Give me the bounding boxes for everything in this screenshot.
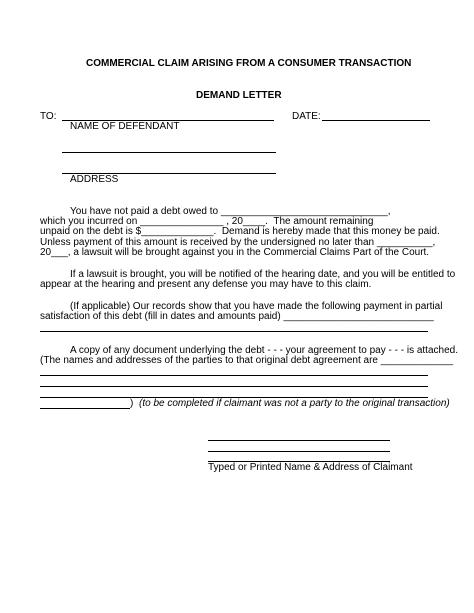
payment-field-line[interactable] <box>40 331 428 332</box>
paragraph-1-line-4: Unless payment of this amount is received by the undersigned no later than __________, <box>40 237 436 248</box>
paragraph-1-line-3: unpaid on the debt is $_____________. Demand is hereby made that this money be paid. <box>40 226 440 237</box>
parties-field-line-2[interactable] <box>40 386 428 387</box>
paragraph-1-line-5: 20___, a lawsuit will be brought against you in the Commercial Claims Part of the Court. <box>40 247 430 258</box>
signature-line-2[interactable] <box>208 451 390 452</box>
defendant-name-label: NAME OF DEFENDANT <box>70 121 180 132</box>
to-label: TO: <box>40 111 57 122</box>
paragraph-4-line-1: A copy of any document underlying the debt - - - your agreement to pay - - - is attached. <box>70 345 458 356</box>
paragraph-2-line-1: If a lawsuit is brought, you will be notified of the hearing date, and you will be entitled to <box>70 269 456 280</box>
signature-line-1[interactable] <box>208 440 390 441</box>
paragraph-2-line-2: appear at the hearing and present any defense you may have to this claim. <box>40 279 372 290</box>
parties-close-paren: ) <box>130 398 134 409</box>
date-field-line[interactable] <box>322 120 430 121</box>
paragraph-3-line-2: satisfaction of this debt (fill in dates and amounts paid) ___________________________ <box>40 311 434 322</box>
address-line-1[interactable] <box>62 152 276 153</box>
document-subtitle: DEMAND LETTER <box>196 90 282 101</box>
parties-note: (to be completed if claimant was not a party to the original transaction) <box>139 398 450 409</box>
signature-label: Typed or Printed Name & Address of Claimant <box>208 462 413 473</box>
address-label: ADDRESS <box>70 174 119 185</box>
paragraph-1-line-2: which you incurred on _______________ , 20____. The amount remaining <box>40 216 374 227</box>
parties-field-line-1[interactable] <box>40 375 428 376</box>
date-label: DATE: <box>292 111 321 122</box>
parties-field-line-4[interactable] <box>40 408 130 409</box>
document-title: COMMERCIAL CLAIM ARISING FROM A CONSUMER TRANSACTION <box>86 58 412 69</box>
paragraph-4-line-2: (The names and addresses of the parties to that original debt agreement are _____________ <box>40 355 454 366</box>
paragraph-1-line-1: You have not paid a debt owed to ______________________________, <box>70 206 391 217</box>
paragraph-3-line-1: (If applicable) Our records show that you have made the following payment in partial <box>70 301 443 312</box>
